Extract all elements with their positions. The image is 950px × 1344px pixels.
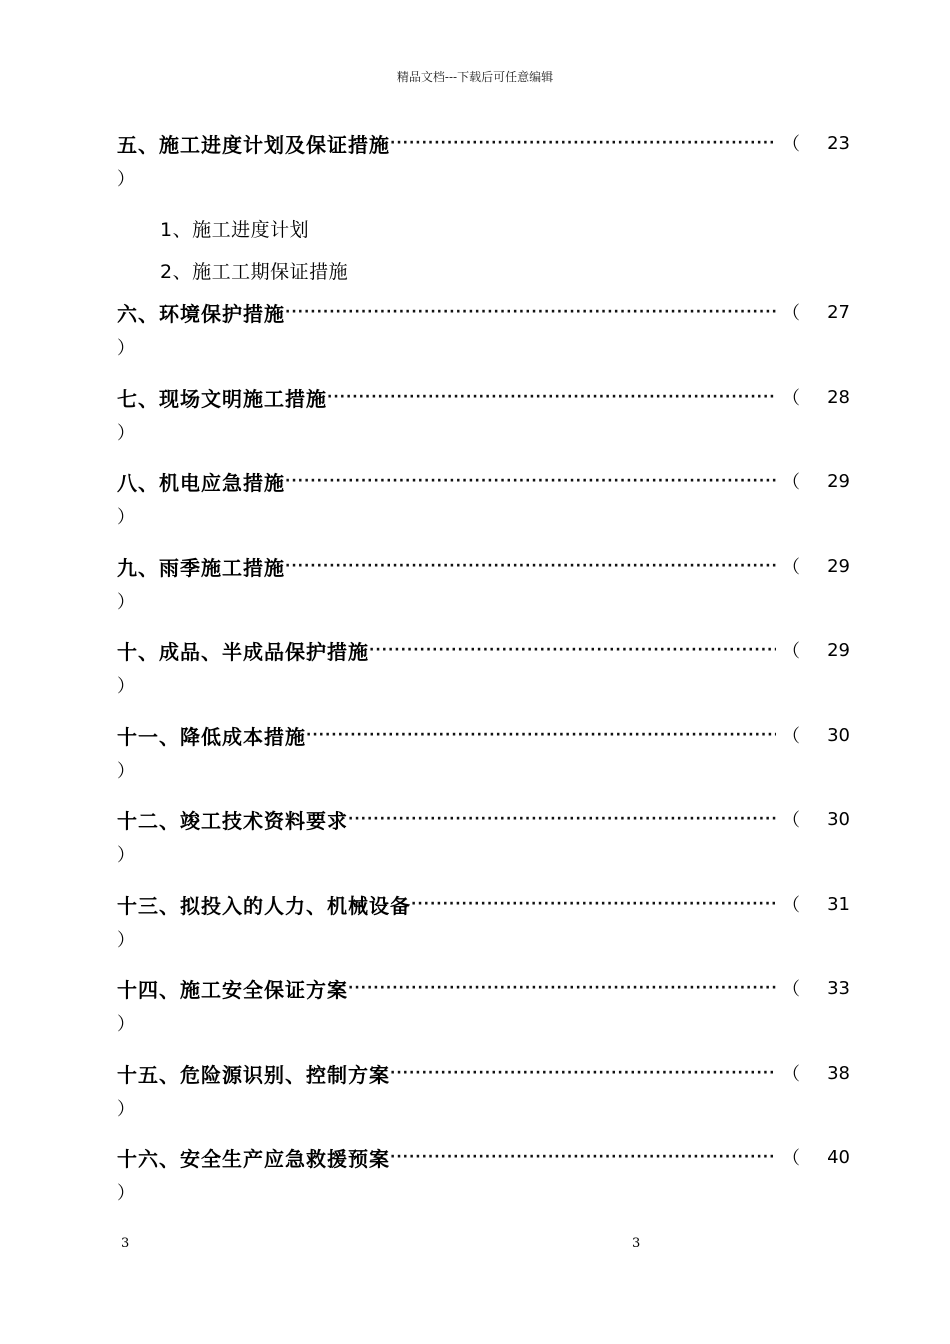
toc-entry-title: 九、雨季施工措施 (117, 555, 285, 580)
toc-entry-line (117, 550, 850, 582)
toc-close-paren: ） (117, 1183, 135, 1204)
toc-entry-line (117, 888, 850, 920)
toc-entry[interactable] (117, 888, 850, 972)
toc-entry-title: 十六、安全生产应急救援预案 (117, 1146, 390, 1171)
toc-entry-title: 十四、施工安全保证方案 (117, 977, 348, 1002)
toc-close-paren: ） (117, 845, 135, 866)
toc-entry-line (117, 972, 850, 1004)
toc-entry-title: 六、环境保护措施 (117, 301, 285, 326)
toc-open-paren: （ (782, 388, 800, 409)
toc-dot-leader (411, 896, 776, 912)
toc-entry[interactable] (117, 719, 850, 803)
toc-close-paren: ） (117, 761, 135, 782)
toc-dot-leader (390, 135, 776, 151)
toc-entry[interactable] (117, 1141, 850, 1225)
toc-open-paren: （ (782, 641, 800, 662)
toc-entry-line (117, 127, 850, 159)
toc-entry[interactable] (117, 381, 850, 465)
toc-dot-leader (348, 811, 776, 827)
toc-dot-leader (390, 1065, 776, 1081)
toc-dot-leader (285, 473, 776, 489)
toc-entry-line (117, 296, 850, 328)
toc-entry-line (117, 381, 850, 413)
toc-sub-entry[interactable]: 1、施工进度计划 (160, 219, 310, 241)
toc-entry-title: 十三、拟投入的人力、机械设备 (117, 893, 411, 918)
toc-dot-leader (306, 727, 776, 743)
toc-entry-title: 十、成品、半成品保护措施 (117, 639, 369, 664)
toc-entry[interactable] (117, 465, 850, 549)
toc-entry-line (117, 634, 850, 666)
toc-entry[interactable] (117, 550, 850, 634)
toc-page-number: 29 (827, 639, 850, 661)
toc-page-number: 31 (827, 893, 850, 915)
toc-close-paren: ） (117, 507, 135, 528)
toc-open-paren: （ (782, 1064, 800, 1085)
toc-entry[interactable] (117, 127, 850, 211)
page-header: 精品文档---下载后可任意编辑 (396, 70, 554, 84)
toc-page-number: 29 (827, 555, 850, 577)
toc-page-number: 23 (827, 132, 850, 154)
toc-open-paren: （ (782, 979, 800, 1000)
toc-close-paren: ） (117, 676, 135, 697)
toc-entry-title: 十二、竣工技术资料要求 (117, 808, 348, 833)
toc-entry-title: 十一、降低成本措施 (117, 724, 306, 749)
toc-dot-leader (327, 389, 776, 405)
toc-open-paren: （ (782, 1148, 800, 1169)
toc-entry-title: 八、机电应急措施 (117, 470, 285, 495)
toc-dot-leader (285, 304, 776, 320)
toc-entry-line (117, 719, 850, 751)
toc-dot-leader (369, 642, 776, 658)
toc-open-paren: （ (782, 895, 800, 916)
toc-page-number: 33 (827, 977, 850, 999)
toc-entry-line (117, 1057, 850, 1089)
toc-entry-line (117, 803, 850, 835)
toc-entry[interactable] (117, 972, 850, 1056)
toc-page-number: 38 (827, 1062, 850, 1084)
toc-entry-line (117, 1141, 850, 1173)
toc-dot-leader (348, 980, 776, 996)
toc-sub-entry[interactable]: 2、施工工期保证措施 (160, 261, 349, 283)
toc-close-paren: ） (117, 338, 135, 359)
toc-page-number: 28 (827, 386, 850, 408)
toc-close-paren: ） (117, 423, 135, 444)
toc-entry[interactable] (117, 634, 850, 718)
toc-open-paren: （ (782, 810, 800, 831)
toc-open-paren: （ (782, 303, 800, 324)
toc-page-number: 29 (827, 470, 850, 492)
toc-open-paren: （ (782, 134, 800, 155)
toc-dot-leader (285, 558, 776, 574)
toc-close-paren: ） (117, 169, 135, 190)
toc-close-paren: ） (117, 1014, 135, 1035)
toc-entry-title: 五、施工进度计划及保证措施 (117, 132, 390, 157)
toc-page-number: 40 (827, 1146, 850, 1168)
toc-close-paren: ） (117, 592, 135, 613)
footer-page-number-left: 3 (121, 1236, 130, 1251)
toc-open-paren: （ (782, 472, 800, 493)
toc-entry-title: 七、现场文明施工措施 (117, 386, 327, 411)
toc-close-paren: ） (117, 930, 135, 951)
toc-page-number: 30 (827, 724, 850, 746)
toc-entry-line (117, 465, 850, 497)
toc-open-paren: （ (782, 726, 800, 747)
toc-dot-leader (390, 1149, 776, 1165)
toc-close-paren: ） (117, 1099, 135, 1120)
footer-page-number-center: 3 (632, 1236, 641, 1251)
toc-entry[interactable] (117, 803, 850, 887)
toc-page-number: 27 (827, 301, 850, 323)
toc-entry-title: 十五、危险源识别、控制方案 (117, 1062, 390, 1087)
toc-page-number: 30 (827, 808, 850, 830)
toc-entry[interactable] (117, 1057, 850, 1141)
toc-open-paren: （ (782, 557, 800, 578)
toc-entry[interactable] (117, 296, 850, 380)
